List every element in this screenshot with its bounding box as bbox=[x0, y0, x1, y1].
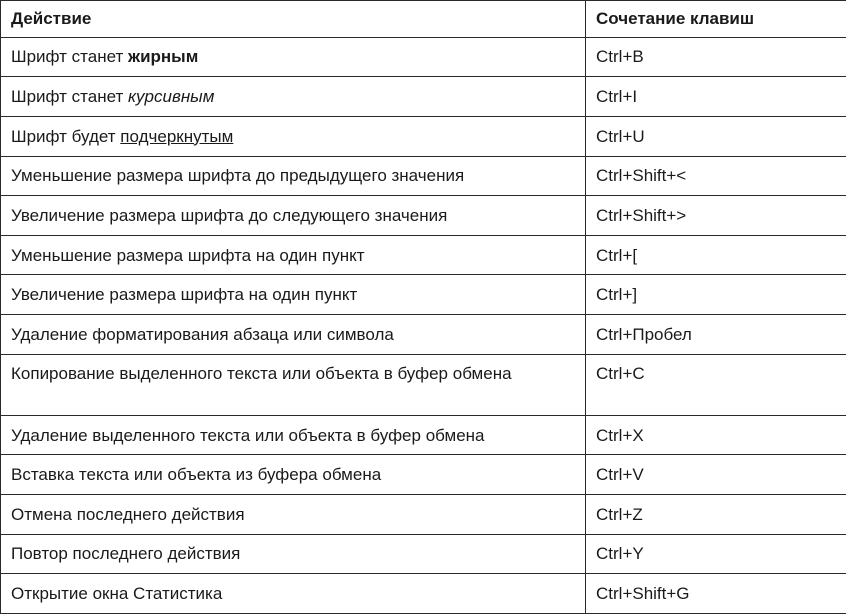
action-cell: Удаление форматирования абзаца или символа bbox=[1, 315, 586, 355]
table-row bbox=[1, 235, 846, 275]
action-prefix: Шрифт будет bbox=[11, 126, 116, 146]
shortcut-cell: Ctrl+C bbox=[586, 354, 846, 415]
action-cell bbox=[1, 37, 586, 77]
header-action: Действие bbox=[1, 1, 586, 38]
shortcut-cell: Ctrl+] bbox=[586, 275, 846, 315]
shortcut-cell: Ctrl+Shift+< bbox=[586, 156, 846, 196]
shortcut-cell: Ctrl+[ bbox=[586, 235, 846, 275]
shortcut-cell: Ctrl+Z bbox=[586, 494, 846, 534]
shortcut-cell: Ctrl+Shift+G bbox=[586, 574, 846, 614]
action-cell: Увеличение размера шрифта на один пункт bbox=[1, 275, 586, 315]
action-cell: Увеличение размера шрифта до следующего значения bbox=[1, 196, 586, 236]
table-row bbox=[1, 37, 846, 77]
action-cell: Удаление выделенного текста или объекта в буфер обмена bbox=[1, 415, 586, 455]
shortcut-cell: Ctrl+V bbox=[586, 455, 846, 495]
shortcut-cell: Ctrl+B bbox=[586, 37, 846, 77]
table-row bbox=[1, 354, 846, 415]
table-row bbox=[1, 494, 846, 534]
shortcut-cell: Ctrl+X bbox=[586, 415, 846, 455]
action-prefix: Шрифт станет bbox=[11, 47, 124, 67]
shortcut-cell: Ctrl+Shift+> bbox=[586, 196, 846, 236]
action-prefix: Шрифт станет bbox=[11, 87, 124, 107]
table-row bbox=[1, 455, 846, 495]
shortcut-cell: Ctrl+I bbox=[586, 77, 846, 117]
table-row bbox=[1, 534, 846, 574]
action-cell: Уменьшение размера шрифта до предыдущего значения bbox=[1, 156, 586, 196]
table-row bbox=[1, 574, 846, 614]
action-formatted-bold: жирным bbox=[128, 47, 199, 67]
table-row bbox=[1, 415, 846, 455]
table-row bbox=[1, 116, 846, 156]
action-cell bbox=[1, 77, 586, 117]
table-row bbox=[1, 315, 846, 355]
shortcut-cell: Ctrl+U bbox=[586, 116, 846, 156]
header-shortcut: Сочетание клавиш bbox=[586, 1, 846, 38]
action-cell: Повтор последнего действия bbox=[1, 534, 586, 574]
action-cell: Копирование выделенного текста или объекта в буфер обмена bbox=[1, 354, 586, 415]
table-row bbox=[1, 196, 846, 236]
action-cell: Уменьшение размера шрифта на один пункт bbox=[1, 235, 586, 275]
action-cell: Вставка текста или объекта из буфера обмена bbox=[1, 455, 586, 495]
table-row bbox=[1, 77, 846, 117]
shortcut-cell: Ctrl+Y bbox=[586, 534, 846, 574]
table-row bbox=[1, 156, 846, 196]
action-cell: Отмена последнего действия bbox=[1, 494, 586, 534]
shortcut-cell: Ctrl+Пробел bbox=[586, 315, 846, 355]
action-formatted-underline: подчеркнутым bbox=[120, 126, 234, 146]
table-row bbox=[1, 275, 846, 315]
action-formatted-italic: курсивным bbox=[128, 87, 215, 107]
table-header-row bbox=[1, 1, 846, 38]
action-cell bbox=[1, 116, 586, 156]
action-cell: Открытие окна Статистика bbox=[1, 574, 586, 614]
